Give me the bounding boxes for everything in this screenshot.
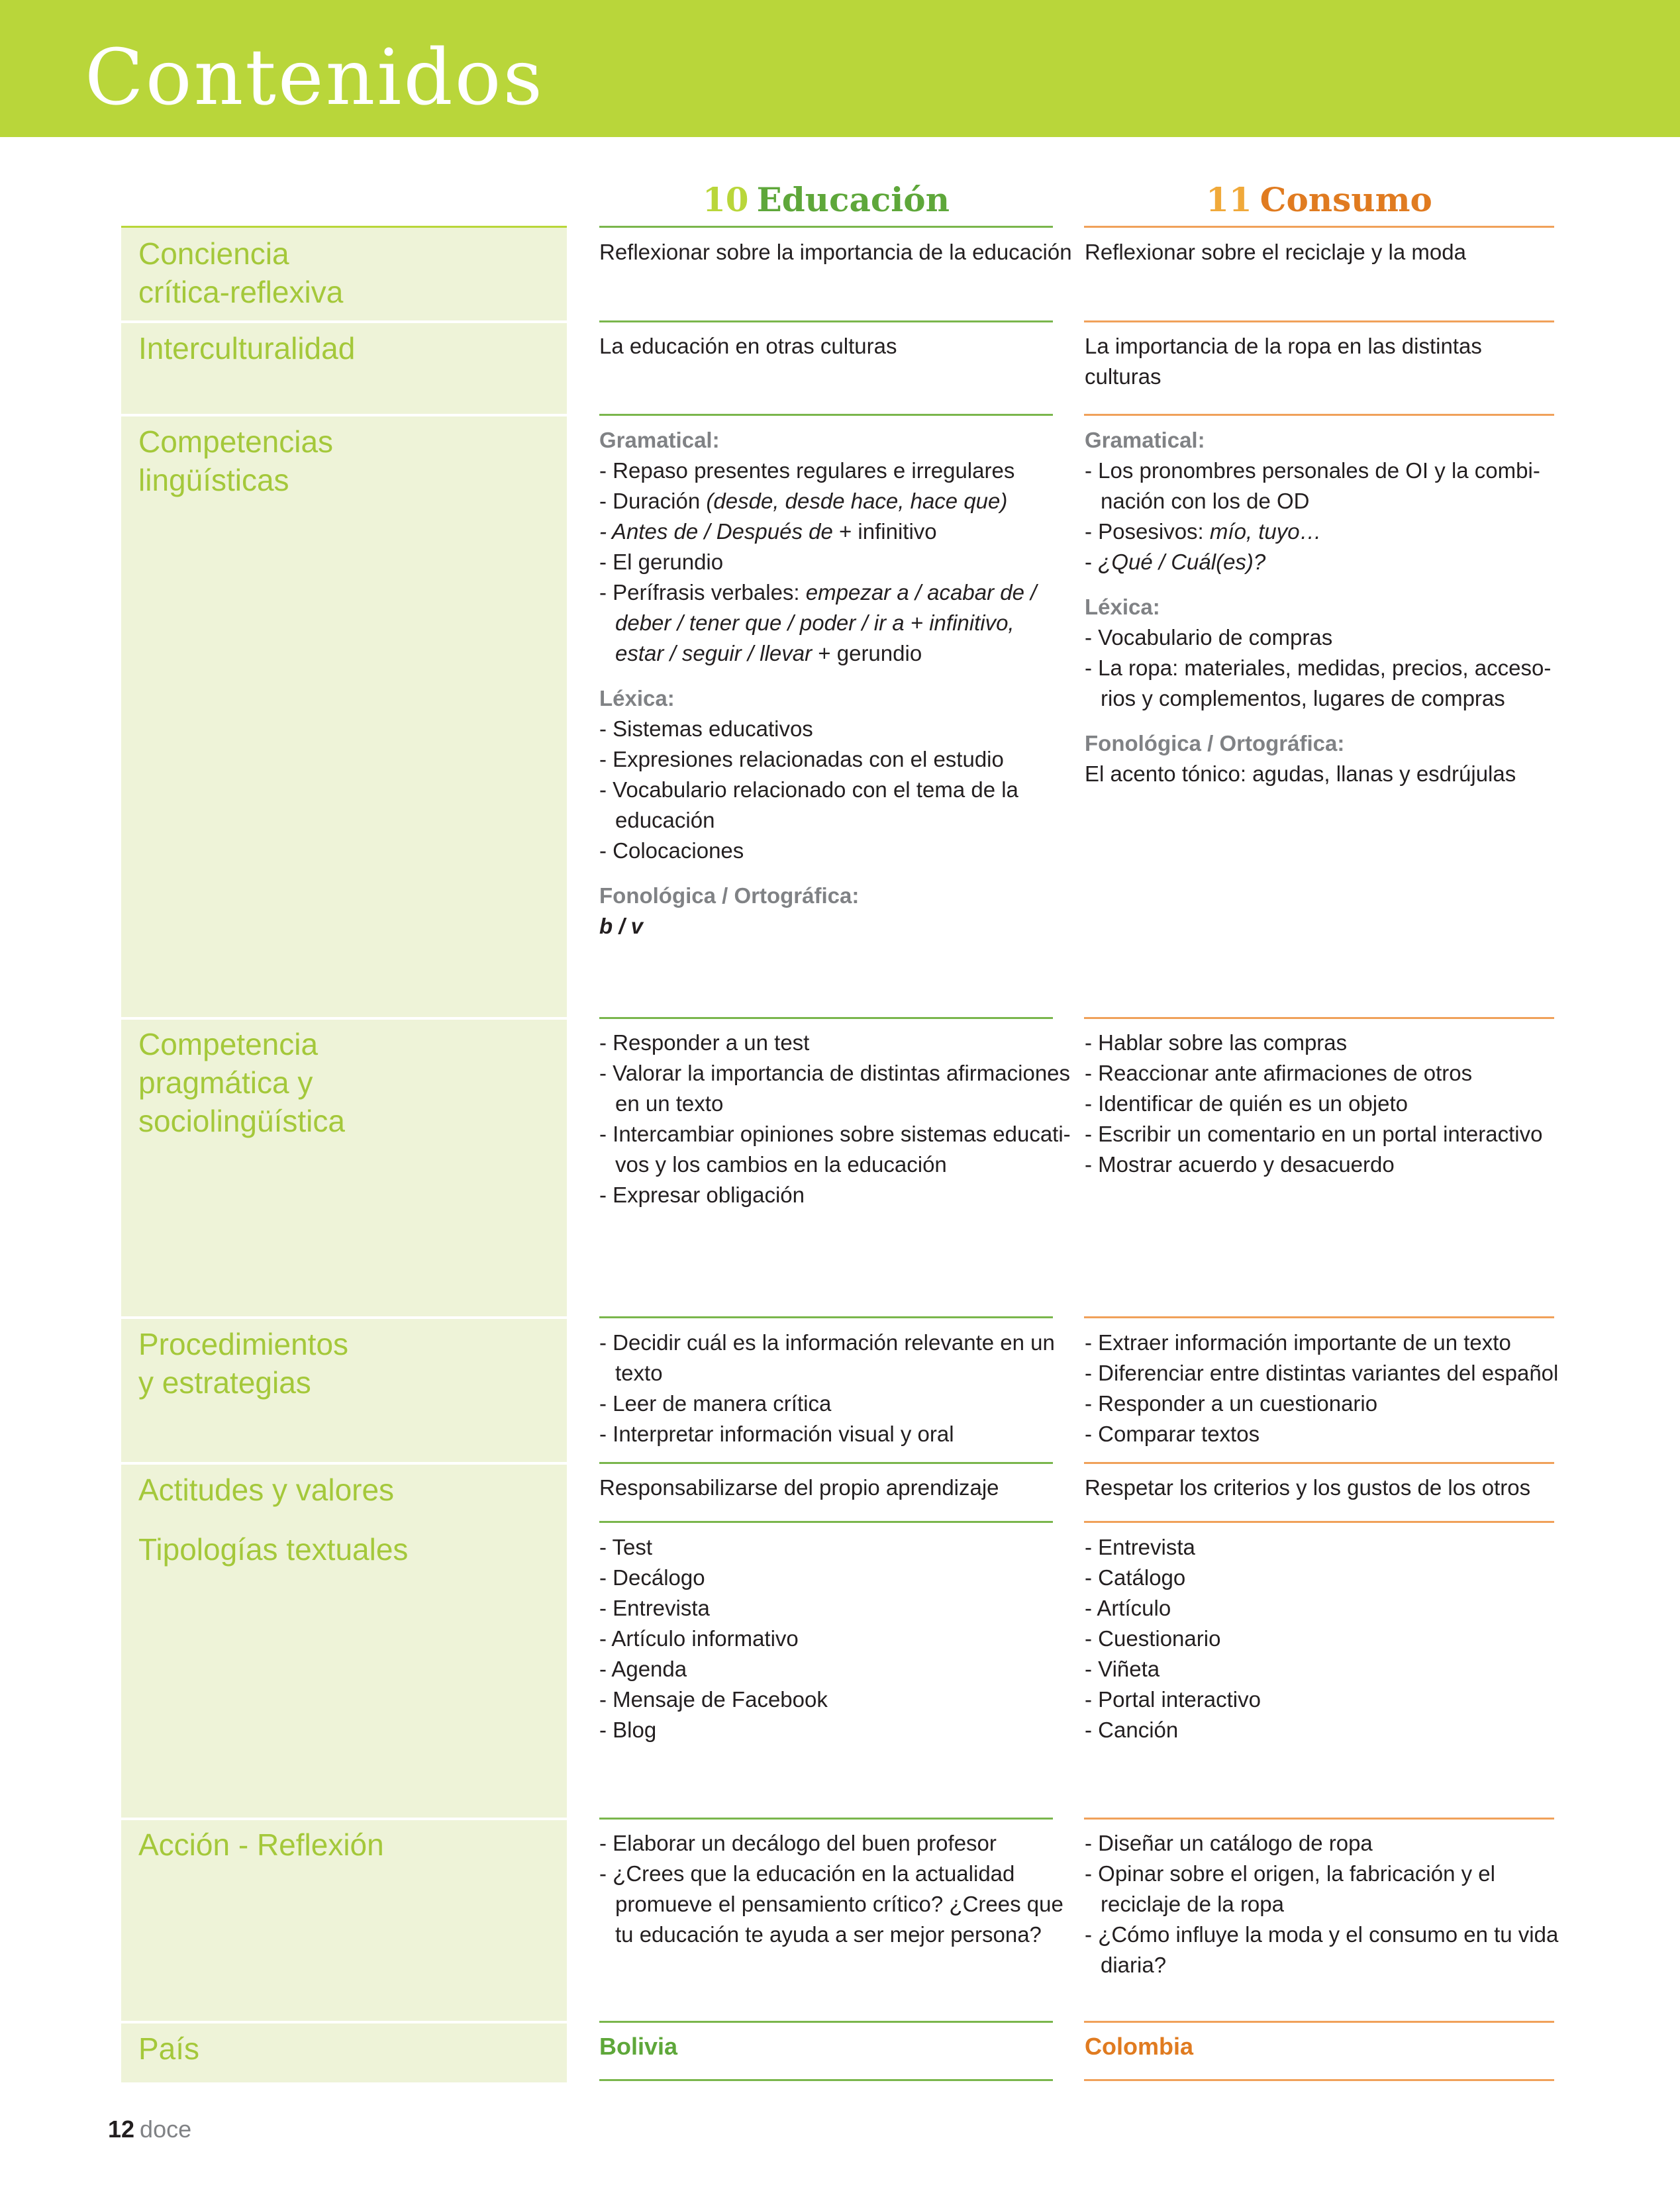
category-separator xyxy=(121,1017,567,1020)
text-span: - xyxy=(1085,550,1099,574)
column-rule xyxy=(599,1521,1053,1523)
column-rule xyxy=(1084,320,1554,322)
column-rule xyxy=(1084,2079,1554,2081)
consumo-actitudes xyxy=(1085,1473,1555,1503)
unit-number: 11 xyxy=(1206,180,1252,219)
list-item xyxy=(1085,547,1555,577)
cell-text: Respetar los criterios y los gustos de los otros xyxy=(1085,1475,1531,1500)
category-label-line: Acción - Reflexión xyxy=(138,1827,384,1862)
text-span: - Posesivos: xyxy=(1085,519,1210,544)
category-interculturalidad xyxy=(138,329,355,367)
column-rule xyxy=(599,226,1053,228)
cell-text: Reflexionar sobre la importancia de la educación xyxy=(599,240,1072,264)
subheading: Gramatical: xyxy=(1085,428,1205,452)
educacion-tipologias xyxy=(599,1532,1056,1745)
category-pais xyxy=(138,2029,199,2068)
list-item: - Valorar la importancia de distintas afirmaciones xyxy=(599,1061,1071,1085)
list-item: - Comparar textos xyxy=(1085,1422,1260,1446)
list-item: - Viñeta xyxy=(1085,1657,1160,1681)
column-rule xyxy=(599,320,1053,322)
educacion-actitudes xyxy=(599,1473,1056,1503)
category-separator xyxy=(121,1818,567,1820)
list-item xyxy=(599,577,1056,608)
list-item: - Decálogo xyxy=(599,1565,705,1590)
list-item: - Diferenciar entre distintas variantes del español xyxy=(1085,1361,1559,1385)
list-item: - Mensaje de Facebook xyxy=(599,1687,828,1712)
category-separator xyxy=(121,2021,567,2023)
column-rule xyxy=(599,2079,1053,2081)
educacion-pais xyxy=(599,2031,1056,2062)
list-item-continuation: vos y los cambios en la educación xyxy=(615,1152,947,1177)
column-rule xyxy=(1084,414,1554,416)
column-rule xyxy=(599,2021,1053,2023)
category-label-line: y estrategias xyxy=(138,1365,311,1400)
subheading: Léxica: xyxy=(599,686,675,710)
list-item: - Cuestionario xyxy=(1085,1626,1221,1651)
italic-span: - Antes de / Después de xyxy=(599,519,833,544)
column-rule xyxy=(599,1316,1053,1318)
list-item: - Interpretar información visual y oral xyxy=(599,1422,954,1446)
list-item-continuation: promueve el pensamiento crítico? ¿Crees que xyxy=(615,1892,1063,1916)
italic-span: estar / seguir / llevar xyxy=(615,641,813,665)
category-pragmatica xyxy=(138,1025,345,1140)
list-item-continuation: en un texto xyxy=(615,1091,724,1116)
list-item: - Entrevista xyxy=(1085,1535,1195,1559)
cell-text: culturas xyxy=(1085,364,1161,389)
unit-number: 10 xyxy=(703,180,749,219)
consumo-competencias xyxy=(1085,425,1555,789)
column-rule xyxy=(1084,1521,1554,1523)
category-label-line: Tipologías textuales xyxy=(138,1532,409,1567)
list-item: - Canción xyxy=(1085,1718,1179,1742)
text-span: + gerundio xyxy=(812,641,922,665)
list-item: - Diseñar un catálogo de ropa xyxy=(1085,1831,1373,1855)
list-item: - Vocabulario relacionado con el tema de la xyxy=(599,777,1018,802)
subheading: Léxica: xyxy=(1085,595,1160,619)
cell-text: La importancia de la ropa en las distintas xyxy=(1085,334,1482,358)
list-item: - Repaso presentes regulares e irregulares xyxy=(599,458,1015,483)
list-item xyxy=(1085,516,1555,547)
list-item: - Vocabulario de compras xyxy=(1085,625,1333,650)
category-separator xyxy=(121,1316,567,1319)
list-item: - Intercambiar opiniones sobre sistemas educati- xyxy=(599,1122,1071,1146)
list-item: - Artículo xyxy=(1085,1596,1171,1620)
column-rule xyxy=(599,1462,1053,1464)
unit-title: Educación xyxy=(756,180,950,219)
consumo-pais xyxy=(1085,2031,1555,2062)
category-conciencia xyxy=(138,234,343,311)
consumo-accion xyxy=(1085,1828,1559,1980)
educacion-procedimientos xyxy=(599,1328,1056,1449)
column-rule xyxy=(1084,2021,1554,2023)
list-item: - ¿Cómo influye la moda y el consumo en tu vida xyxy=(1085,1922,1559,1947)
list-item-continuation: reciclaje de la ropa xyxy=(1101,1892,1284,1916)
consumo-conciencia xyxy=(1085,237,1555,268)
column-rule xyxy=(599,1017,1053,1019)
list-item-continuation xyxy=(599,638,1056,669)
list-item: - Elaborar un decálogo del buen profesor xyxy=(599,1831,997,1855)
page-number: 12 xyxy=(108,2116,135,2143)
list-item: - Blog xyxy=(599,1718,657,1742)
list-item-continuation: nación con los de OD xyxy=(1101,489,1310,513)
list-item-continuation: texto xyxy=(615,1361,663,1385)
category-label-line: Actitudes y valores xyxy=(138,1473,395,1507)
list-item: - Expresiones relacionadas con el estudio xyxy=(599,747,1004,771)
list-item: - Los pronombres personales de OI y la combi- xyxy=(1085,458,1540,483)
italic-span: (desde, desde hace, hace que) xyxy=(706,489,1008,513)
list-item-continuation: rios y complementos, lugares de compras xyxy=(1101,686,1505,710)
list-item: - Escribir un comentario en un portal interactivo xyxy=(1085,1122,1543,1146)
list-item: - Catálogo xyxy=(1085,1565,1186,1590)
category-separator xyxy=(121,1462,567,1465)
category-label-line: Competencias xyxy=(138,424,334,459)
column-rule xyxy=(1084,226,1554,228)
column-rule xyxy=(599,1818,1053,1820)
list-item: - Extraer información importante de un texto xyxy=(1085,1330,1511,1355)
column-rule xyxy=(1084,1017,1554,1019)
category-column-band xyxy=(121,226,567,2082)
list-item: - Leer de manera crítica xyxy=(599,1391,832,1416)
category-label-line: pragmática y xyxy=(138,1065,313,1100)
category-competencias xyxy=(138,422,333,499)
consumo-pragmatica xyxy=(1085,1028,1555,1180)
italic-span: ¿Qué / Cuál(es)? xyxy=(1098,550,1266,574)
italic-span: empezar a / acabar de / xyxy=(805,580,1037,605)
category-label-line: Procedimientos xyxy=(138,1327,349,1361)
educacion-conciencia xyxy=(599,237,1072,268)
list-item: El acento tónico: agudas, llanas y esdrújulas xyxy=(1085,761,1516,786)
category-label-line: sociolingüística xyxy=(138,1104,345,1138)
unit-10-heading xyxy=(599,173,1053,226)
category-label-line: crítica-reflexiva xyxy=(138,275,344,309)
subheading: Gramatical: xyxy=(599,428,720,452)
consumo-tipologias xyxy=(1085,1532,1555,1745)
consumo-interculturalidad xyxy=(1085,331,1555,392)
category-tipologias xyxy=(138,1530,408,1569)
page-number-word: doce xyxy=(140,2116,192,2143)
page-title: Contenidos xyxy=(85,33,544,122)
category-top-rule xyxy=(121,226,567,228)
text-span: + infinitivo xyxy=(832,519,937,544)
list-item: - Expresar obligación xyxy=(599,1183,805,1207)
list-item: - Artículo informativo xyxy=(599,1626,799,1651)
subheading: Fonológica / Ortográfica: xyxy=(599,883,860,908)
list-item-continuation: diaria? xyxy=(1101,1953,1167,1977)
list-item: - El gerundio xyxy=(599,550,724,574)
list-item: - Sistemas educativos xyxy=(599,716,813,741)
category-label-line: Competencia xyxy=(138,1027,319,1061)
educacion-accion xyxy=(599,1828,1063,1950)
list-item: - Responder a un test xyxy=(599,1030,810,1055)
list-item: - Hablar sobre las compras xyxy=(1085,1030,1348,1055)
list-item: - ¿Crees que la educación en la actualidad xyxy=(599,1861,1015,1886)
category-accion xyxy=(138,1825,384,1864)
educacion-pragmatica xyxy=(599,1028,1071,1210)
country-name: Bolivia xyxy=(599,2033,678,2060)
text-span: - Duración xyxy=(599,489,707,513)
country-name: Colombia xyxy=(1085,2033,1194,2060)
list-item: - La ropa: materiales, medidas, precios, acceso- xyxy=(1085,656,1552,680)
list-item: - Agenda xyxy=(599,1657,687,1681)
unit-11-heading xyxy=(1084,173,1554,226)
cell-text: Reflexionar sobre el reciclaje y la moda xyxy=(1085,240,1466,264)
column-rule xyxy=(599,414,1053,416)
list-item: - Reaccionar ante afirmaciones de otros xyxy=(1085,1061,1473,1085)
list-item xyxy=(599,486,1056,516)
list-item-continuation: tu educación te ayuda a ser mejor persona? xyxy=(615,1922,1042,1947)
page-footer xyxy=(108,2116,191,2143)
category-label-line: Conciencia xyxy=(138,236,289,271)
cell-text: Responsabilizarse del propio aprendizaje xyxy=(599,1475,999,1500)
list-item: - Identificar de quién es un objeto xyxy=(1085,1091,1408,1116)
category-procedimientos xyxy=(138,1325,348,1402)
list-item: - Mostrar acuerdo y desacuerdo xyxy=(1085,1152,1395,1177)
list-item: - Decidir cuál es la información relevante en un xyxy=(599,1330,1055,1355)
category-actitudes xyxy=(138,1471,394,1509)
category-label-line: País xyxy=(138,2031,200,2066)
consumo-procedimientos xyxy=(1085,1328,1559,1449)
italic-span: b / v xyxy=(599,914,644,938)
list-item: - Entrevista xyxy=(599,1596,710,1620)
list-item: - Responder a un cuestionario xyxy=(1085,1391,1378,1416)
category-label-line: lingüísticas xyxy=(138,463,289,497)
subheading: Fonológica / Ortográfica: xyxy=(1085,731,1345,755)
list-item: - Portal interactivo xyxy=(1085,1687,1261,1712)
text-span: - Perífrasis verbales: xyxy=(599,580,806,605)
column-rule xyxy=(1084,1818,1554,1820)
list-item: - Colocaciones xyxy=(599,838,744,863)
educacion-competencias xyxy=(599,425,1056,942)
list-item-continuation: educación xyxy=(615,808,715,832)
category-separator xyxy=(121,320,567,323)
column-rule xyxy=(1084,1462,1554,1464)
list-item xyxy=(599,911,1056,942)
category-label-line: Interculturalidad xyxy=(138,331,356,365)
cell-text: La educación en otras culturas xyxy=(599,334,897,358)
category-separator xyxy=(121,414,567,416)
list-item-continuation xyxy=(599,608,1056,638)
list-item xyxy=(599,516,1056,547)
italic-span: mío, tuyo… xyxy=(1209,519,1322,544)
column-rule xyxy=(1084,1316,1554,1318)
unit-title: Consumo xyxy=(1260,180,1432,219)
list-item: - Test xyxy=(599,1535,653,1559)
list-item: - Opinar sobre el origen, la fabricación y el xyxy=(1085,1861,1495,1886)
educacion-interculturalidad xyxy=(599,331,1056,362)
italic-span: deber / tener que / poder / ir a + infinitivo, xyxy=(615,610,1014,635)
